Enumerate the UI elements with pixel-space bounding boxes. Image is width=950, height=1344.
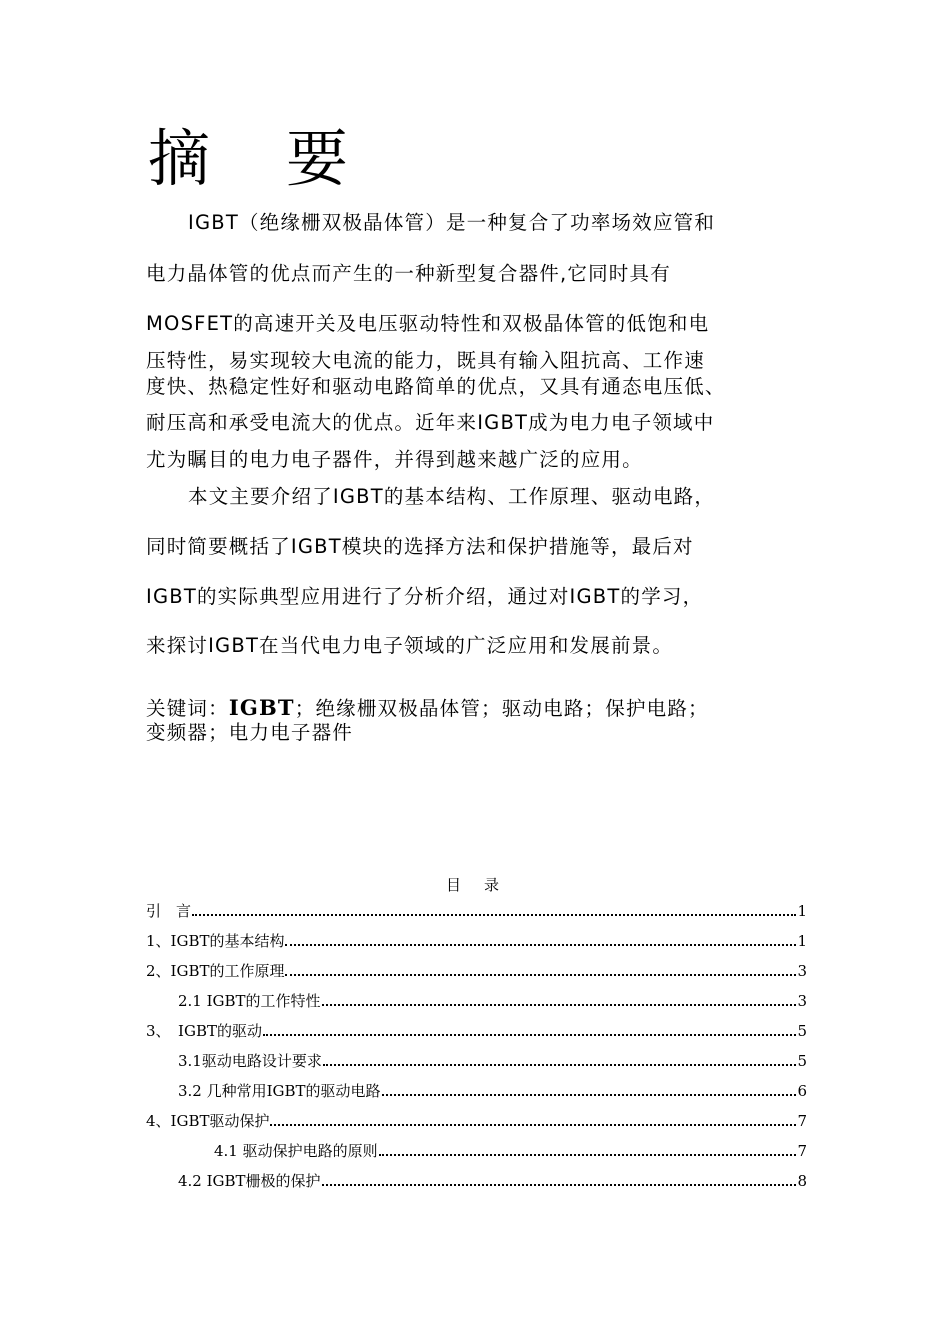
toc-dot-leader (323, 1064, 797, 1066)
toc-title-char-2: 录 (484, 876, 501, 894)
toc-entry[interactable] (146, 1108, 807, 1130)
toc-entry-label: 2、IGBT的工作原理 (146, 962, 285, 980)
abstract-line: IGBT（绝缘栅双极晶体管）是一种复合了功率场效应管和 (188, 211, 716, 234)
toc-entry[interactable] (178, 988, 807, 1010)
toc-entry-page: 6 (797, 1082, 807, 1100)
toc-entry-page: 1 (797, 902, 807, 920)
toc-entry-label: 3、 IGBT的驱动 (146, 1022, 262, 1040)
abstract-line: 本文主要介绍了IGBT的基本结构、工作原理、驱动电路， (188, 485, 716, 508)
toc-entry-label: 2.1 IGBT的工作特性 (178, 992, 321, 1010)
toc-dot-leader (285, 944, 796, 946)
toc-entry[interactable] (178, 1168, 807, 1190)
toc-entry-page: 7 (797, 1142, 807, 1160)
toc-entry-label: 引 言 (146, 902, 192, 920)
abstract-line: 电力晶体管的优点而产生的一种新型复合器件,它同时具有 (146, 262, 671, 285)
toc-entry-label: 3.2 几种常用IGBT的驱动电路 (178, 1082, 381, 1100)
toc-entry[interactable] (146, 898, 807, 920)
toc-dot-leader (322, 1184, 797, 1186)
toc-dot-leader (270, 1124, 796, 1126)
abstract-line: 度快、热稳定性好和驱动电路简单的优点，又具有通态电压低、 (146, 375, 726, 398)
toc-entry-label: 4、IGBT驱动保护 (146, 1112, 270, 1130)
toc-entry[interactable] (146, 1018, 807, 1040)
abstract-line: 尤为瞩目的电力电子器件，并得到越来越广泛的应用。 (146, 448, 643, 471)
toc-entry[interactable] (178, 1048, 807, 1070)
abstract-line: 同时简要概括了IGBT模块的选择方法和保护措施等，最后对 (146, 535, 694, 558)
toc-dot-leader (263, 1034, 796, 1036)
keywords-rest: ；绝缘栅双极晶体管；驱动电路；保护电路； (294, 697, 709, 720)
toc-dot-leader (285, 974, 796, 976)
toc-title (446, 874, 500, 895)
toc-entry-page: 7 (797, 1112, 807, 1130)
toc-entry-page: 5 (797, 1022, 807, 1040)
toc-dot-leader (322, 1004, 797, 1006)
abstract-line: MOSFET的高速开关及电压驱动特性和双极晶体管的低饱和电 (146, 312, 710, 335)
toc-entry[interactable] (214, 1138, 807, 1160)
abstract-line: 耐压高和承受电流大的优点。近年来IGBT成为电力电子领域中 (146, 411, 715, 434)
keywords-line-2: 变频器；电力电子器件 (146, 721, 354, 744)
toc-dot-leader (382, 1094, 797, 1096)
toc-entry-label: 3.1驱动电路设计要求 (178, 1052, 322, 1070)
toc-title-char-1: 目 (446, 876, 463, 894)
abstract-line: IGBT的实际典型应用进行了分析介绍，通过对IGBT的学习， (146, 585, 704, 608)
toc-entry-page: 5 (797, 1052, 807, 1070)
toc-entry-label: 4.1 驱动保护电路的原则 (214, 1142, 378, 1160)
keywords-line-1 (146, 697, 709, 720)
toc-entry-page: 1 (797, 932, 807, 950)
toc-entry-label: 4.2 IGBT栅极的保护 (178, 1172, 321, 1190)
toc-entry[interactable] (146, 958, 807, 980)
abstract-title-char-2: 要 (286, 122, 349, 195)
toc-entry[interactable] (146, 928, 807, 950)
toc-dot-leader (379, 1154, 797, 1156)
toc-entry[interactable] (178, 1078, 807, 1100)
toc-entry-page: 3 (797, 992, 807, 1010)
toc-entry-label: 1、IGBT的基本结构 (146, 932, 285, 950)
toc-entry-page: 3 (797, 962, 807, 980)
toc-dot-leader (192, 914, 796, 916)
keywords-bold-term: IGBT (228, 695, 295, 720)
keywords-prefix: 关键词： (146, 697, 229, 720)
abstract-line: 压特性，易实现较大电流的能力，既具有输入阻抗高、工作速 (146, 349, 705, 372)
abstract-title-char-1: 摘 (148, 122, 211, 195)
toc-entry-page: 8 (797, 1172, 807, 1190)
abstract-line: 来探讨IGBT在当代电力电子领域的广泛应用和发展前景。 (146, 634, 674, 657)
